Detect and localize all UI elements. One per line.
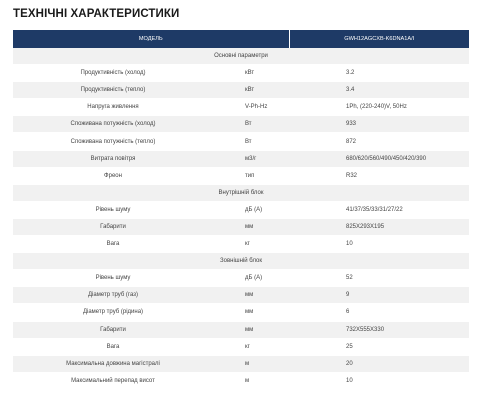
param-name: Вага <box>13 338 213 355</box>
param-name: Максимальний перепад висот <box>13 372 213 389</box>
table-row <box>13 355 469 372</box>
param-name: Напруга живлення <box>13 99 213 116</box>
param-name: Продуктивність (тепло) <box>13 82 213 99</box>
param-value: 3.4 <box>289 82 469 99</box>
param-name: Рівень шуму <box>13 201 213 218</box>
param-value: 6 <box>289 304 469 321</box>
param-name: Витрата повітря <box>13 150 213 167</box>
table-row <box>13 304 469 321</box>
param-value: 872 <box>289 133 469 150</box>
param-unit: мм <box>213 304 289 321</box>
table-row <box>13 338 469 355</box>
param-unit: V-Ph-Hz <box>213 99 289 116</box>
param-unit: Вт <box>213 133 289 150</box>
param-name: Споживана потужність (тепло) <box>13 133 213 150</box>
section-row <box>13 48 469 65</box>
table-row <box>13 99 469 116</box>
param-value: 732X555X330 <box>289 321 469 338</box>
param-value: 933 <box>289 116 469 133</box>
param-name: Максимальна довжина магістралі <box>13 355 213 372</box>
param-unit: дБ (А) <box>213 270 289 287</box>
param-name: Діаметр труб (рідина) <box>13 304 213 321</box>
param-value: R32 <box>289 167 469 184</box>
table-row <box>13 287 469 304</box>
param-value: 25 <box>289 338 469 355</box>
table-row <box>13 372 469 389</box>
table-row <box>13 167 469 184</box>
section-label: Внутрішній блок <box>13 184 469 201</box>
param-value: 20 <box>289 355 469 372</box>
table-row <box>13 270 469 287</box>
param-value: 680/620/560/490/450/420/390 <box>289 150 469 167</box>
param-unit: мм <box>213 287 289 304</box>
table-row <box>13 218 469 235</box>
param-name: Габарити <box>13 321 213 338</box>
param-unit: кг <box>213 236 289 253</box>
param-name: Рівень шуму <box>13 270 213 287</box>
table-row <box>13 133 469 150</box>
section-row <box>13 184 469 201</box>
param-unit: м <box>213 355 289 372</box>
param-name: Фреон <box>13 167 213 184</box>
param-value: 9 <box>289 287 469 304</box>
table-header-row <box>13 30 469 48</box>
table-row <box>13 150 469 167</box>
param-value: 3.2 <box>289 65 469 82</box>
table-row <box>13 82 469 99</box>
param-unit: кг <box>213 338 289 355</box>
param-value: 41/37/35/33/31/27/22 <box>289 201 469 218</box>
param-value: 10 <box>289 372 469 389</box>
section-row <box>13 253 469 270</box>
table-row <box>13 201 469 218</box>
param-unit: мм <box>213 321 289 338</box>
param-unit: кВт <box>213 65 289 82</box>
table-row <box>13 65 469 82</box>
param-name: Габарити <box>13 218 213 235</box>
param-value: 52 <box>289 270 469 287</box>
param-name: Продуктивність (холод) <box>13 65 213 82</box>
section-label: Основні параметри <box>13 48 469 65</box>
param-unit: мм <box>213 218 289 235</box>
param-unit: кВт <box>213 82 289 99</box>
param-unit: Вт <box>213 116 289 133</box>
param-name: Вага <box>13 236 213 253</box>
param-name: Діаметр труб (газ) <box>13 287 213 304</box>
param-unit: м3/г <box>213 150 289 167</box>
table-row <box>13 236 469 253</box>
section-label: Зовнішній блок <box>13 253 469 270</box>
param-value: 1Ph, (220-240)V, 50Hz <box>289 99 469 116</box>
param-value: 10 <box>289 236 469 253</box>
param-unit: дБ (А) <box>213 201 289 218</box>
param-name: Споживана потужність (холод) <box>13 116 213 133</box>
spec-table <box>13 30 469 390</box>
header-model-code: GWH12AGCXB-K6DNA1A/I <box>289 30 469 48</box>
param-value: 825X293X195 <box>289 218 469 235</box>
param-unit: тип <box>213 167 289 184</box>
page-title: ТЕХНІЧНІ ХАРАКТЕРИСТИКИ <box>13 8 180 20</box>
table-row <box>13 321 469 338</box>
table-row <box>13 116 469 133</box>
header-model-label: МОДЕЛЬ <box>13 30 289 48</box>
param-unit: м <box>213 372 289 389</box>
